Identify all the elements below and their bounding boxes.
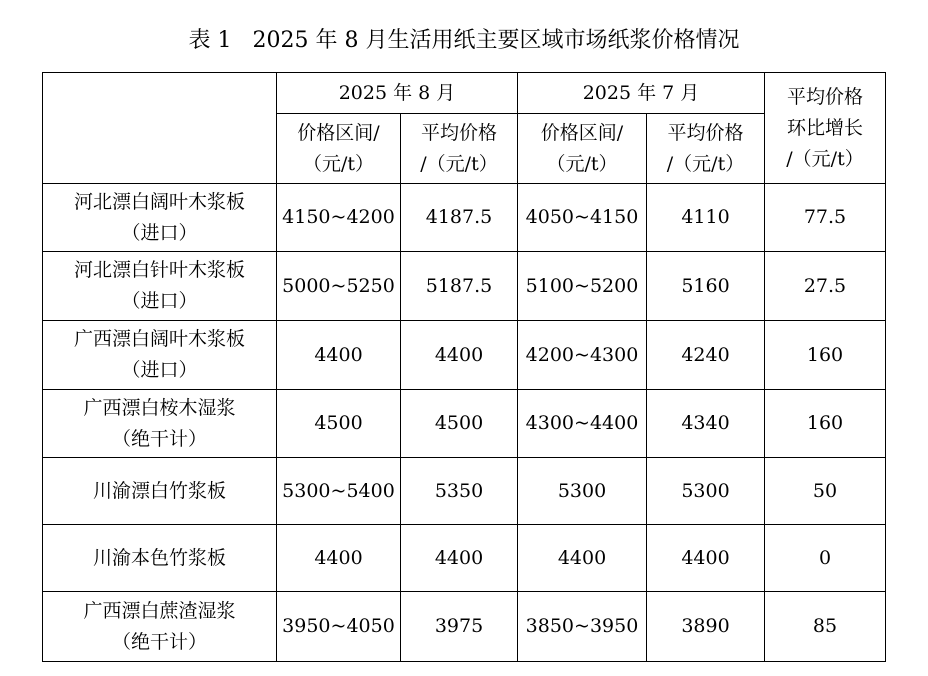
row-name-line: 广西漂白阔叶木浆板 — [73, 328, 245, 350]
header-aug-avg — [401, 114, 518, 184]
row-name-line: 广西漂白桉木湿浆 — [83, 396, 236, 419]
header-line: 价格区间/ — [297, 121, 380, 144]
aug-range-cell: 4500 — [277, 390, 401, 458]
header-row-1 — [43, 73, 886, 114]
mom-cell: 50 — [765, 458, 886, 525]
row-name-line: （进口） — [121, 290, 198, 312]
jul-range-cell: 4050~4150 — [518, 184, 647, 252]
aug-range-cell: 5300~5400 — [277, 458, 401, 525]
table-title: 表 1 2025 年 8 月生活用纸主要区域市场纸浆价格情况 — [188, 28, 740, 53]
header-mom-line: 平均价格 — [786, 85, 863, 108]
row-name-cell: 川渝漂白竹浆板 — [43, 458, 277, 525]
aug-avg-cell: 4400 — [401, 525, 518, 592]
header-line: 平均价格 — [420, 121, 497, 144]
table-row — [43, 458, 886, 525]
aug-range-cell: 4400 — [277, 321, 401, 390]
mom-cell: 85 — [765, 592, 886, 662]
header-line: （元/t） — [546, 152, 618, 175]
mom-cell: 77.5 — [765, 184, 886, 252]
jul-avg-cell: 4240 — [647, 321, 765, 390]
aug-avg-cell: 4187.5 — [401, 184, 518, 252]
pulp-price-table — [42, 72, 886, 662]
header-line: /（元/t） — [666, 152, 745, 175]
mom-cell: 160 — [765, 321, 886, 390]
jul-range-cell: 5300 — [518, 458, 647, 525]
jul-range-cell: 4300~4400 — [518, 390, 647, 458]
jul-avg-cell: 4340 — [647, 390, 765, 458]
header-mom-line: /（元/t） — [786, 147, 864, 170]
aug-avg-cell: 4400 — [401, 321, 518, 390]
mom-cell: 160 — [765, 390, 886, 458]
jul-avg-cell: 4110 — [647, 184, 765, 252]
row-name-line: 河北漂白阔叶木浆板 — [73, 190, 245, 213]
table-row — [43, 592, 886, 662]
row-name-cell — [43, 252, 277, 321]
row-name-cell — [43, 592, 277, 662]
header-line: 平均价格 — [667, 121, 744, 144]
row-name-cell — [43, 390, 277, 458]
aug-avg-cell: 4500 — [401, 390, 518, 458]
header-jul-avg — [647, 114, 765, 184]
jul-avg-cell: 5300 — [647, 458, 765, 525]
header-jul-group: 2025 年 7 月 — [518, 73, 765, 114]
header-jul-range — [518, 114, 647, 184]
aug-avg-cell: 5187.5 — [401, 252, 518, 321]
aug-range-cell: 4150~4200 — [277, 184, 401, 252]
jul-avg-cell: 4400 — [647, 525, 765, 592]
jul-avg-cell: 5160 — [647, 252, 765, 321]
header-aug-group: 2025 年 8 月 — [277, 73, 518, 114]
jul-range-cell: 4200~4300 — [518, 321, 647, 390]
row-name-line: （绝干计） — [111, 630, 207, 653]
header-mom-line: 环比增长 — [786, 116, 863, 139]
header-line: （元/t） — [302, 152, 375, 175]
row-name-cell — [43, 184, 277, 252]
table-row — [43, 390, 886, 458]
row-name-line: （进口） — [121, 359, 198, 381]
table-row — [43, 252, 886, 321]
row-name-line: 广西漂白蔗渣湿浆 — [83, 599, 236, 622]
aug-range-cell: 3950~4050 — [277, 592, 401, 662]
jul-range-cell: 3850~3950 — [518, 592, 647, 662]
table-row — [43, 321, 886, 390]
mom-cell: 27.5 — [765, 252, 886, 321]
jul-range-cell: 5100~5200 — [518, 252, 647, 321]
aug-avg-cell: 5350 — [401, 458, 518, 525]
aug-range-cell: 4400 — [277, 525, 401, 592]
header-corner-cell — [43, 73, 277, 184]
jul-avg-cell: 3890 — [647, 592, 765, 662]
table-row — [43, 525, 886, 592]
row-name-line: （进口） — [121, 221, 198, 244]
row-name-line: 河北漂白针叶木浆板 — [73, 259, 245, 281]
row-name-line: （绝干计） — [111, 427, 207, 450]
row-name-cell — [43, 321, 277, 390]
mom-cell: 0 — [765, 525, 886, 592]
aug-range-cell: 5000~5250 — [277, 252, 401, 321]
header-line: 价格区间/ — [540, 121, 624, 144]
table-row — [43, 184, 886, 252]
header-aug-range — [277, 114, 401, 184]
aug-avg-cell: 3975 — [401, 592, 518, 662]
header-line: /（元/t） — [420, 152, 498, 175]
jul-range-cell: 4400 — [518, 525, 647, 592]
row-name-cell: 川渝本色竹浆板 — [43, 525, 277, 592]
header-mom-change — [765, 73, 886, 184]
